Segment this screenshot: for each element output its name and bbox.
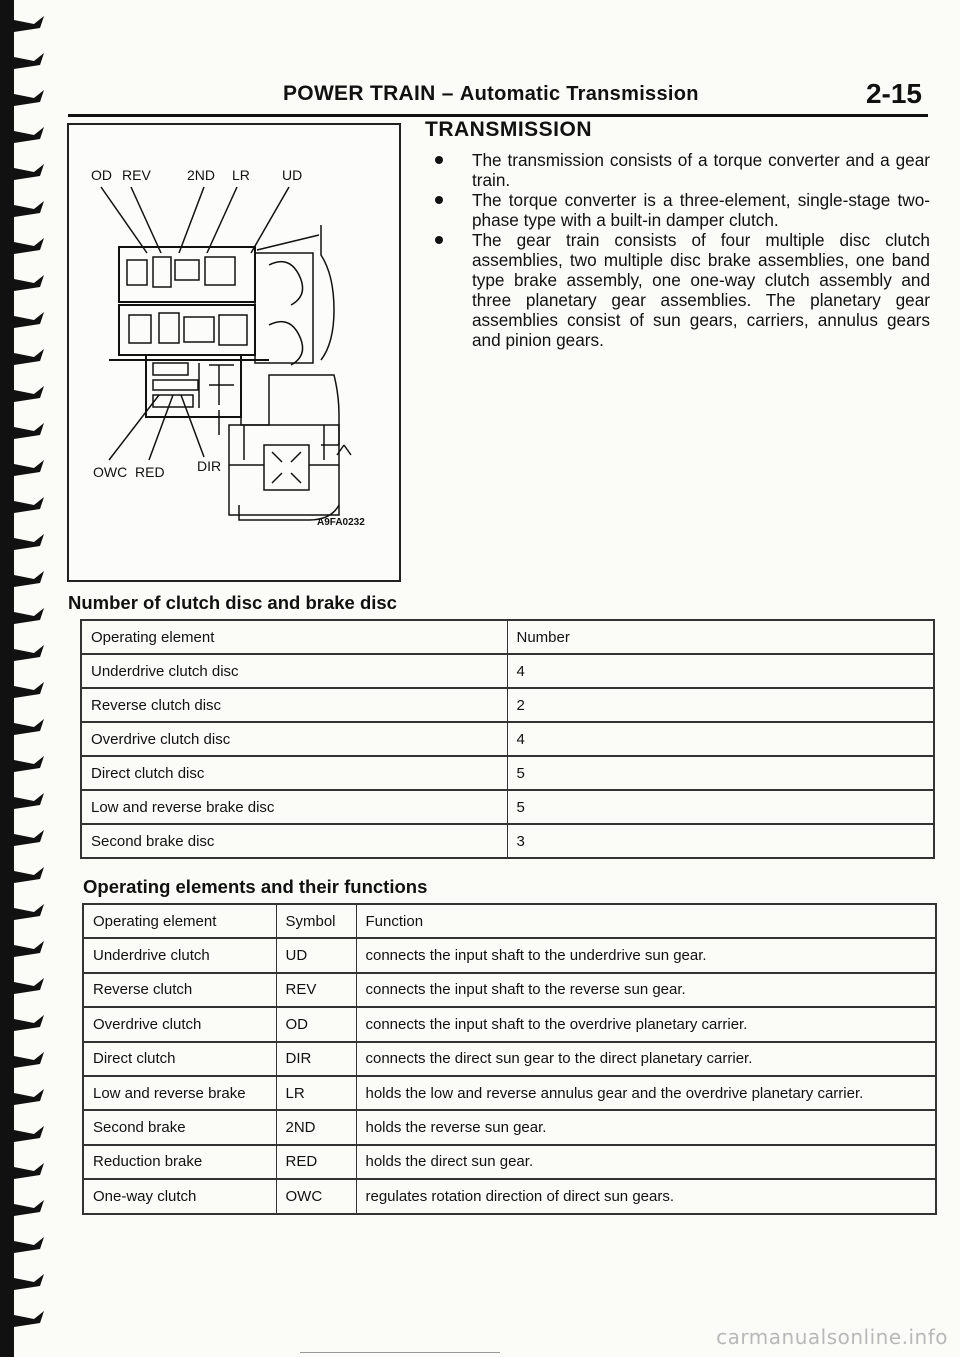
clutch-disc-table bbox=[80, 619, 935, 859]
binding-mark bbox=[14, 90, 44, 106]
table2-caption: Operating elements and their functions bbox=[83, 876, 428, 897]
table-cell: 4 bbox=[507, 722, 934, 756]
figure-code: A9FA0232 bbox=[317, 517, 365, 528]
table-row bbox=[83, 938, 936, 972]
label-2nd: 2ND bbox=[187, 167, 216, 183]
watermark: carmanualsonline.info bbox=[716, 1325, 948, 1349]
table-cell: OD bbox=[276, 1007, 356, 1041]
table-cell: holds the direct sun gear. bbox=[356, 1145, 936, 1179]
binding-mark bbox=[14, 275, 44, 291]
binding-mark bbox=[14, 793, 44, 809]
bullet-text: The torque converter is a three-element, single-stage two-phase type with a built-in damper clutch. bbox=[472, 190, 930, 230]
label-owc: OWC bbox=[93, 464, 128, 480]
table-cell: Second brake bbox=[83, 1110, 276, 1144]
binding-mark bbox=[14, 1163, 44, 1179]
table-cell: Reverse clutch disc bbox=[81, 688, 507, 722]
table1-caption: Number of clutch disc and brake disc bbox=[68, 592, 397, 613]
operating-elements-table bbox=[82, 903, 937, 1215]
label-red: RED bbox=[135, 464, 165, 480]
table-cell: Reverse clutch bbox=[83, 973, 276, 1007]
binding-mark bbox=[14, 904, 44, 920]
header-title bbox=[283, 82, 699, 106]
footer-rule bbox=[300, 1352, 500, 1353]
binding-mark bbox=[14, 164, 44, 180]
table-row bbox=[81, 688, 934, 722]
section-title: TRANSMISSION bbox=[425, 118, 593, 141]
bullet-icon bbox=[435, 156, 443, 164]
binding-mark bbox=[14, 682, 44, 698]
binding-mark bbox=[14, 460, 44, 476]
label-od: OD bbox=[91, 167, 112, 183]
table-cell: Direct clutch bbox=[83, 1042, 276, 1076]
table-header-row bbox=[83, 904, 936, 938]
table-cell: Underdrive clutch bbox=[83, 938, 276, 972]
table-header-cell: Function bbox=[356, 904, 936, 938]
table-cell: Low and reverse brake bbox=[83, 1076, 276, 1110]
header-subtitle: Automatic Transmission bbox=[459, 83, 699, 105]
header-dash: – bbox=[441, 82, 454, 105]
binding-mark bbox=[14, 497, 44, 513]
table-header-row bbox=[81, 620, 934, 654]
bullet-item bbox=[432, 230, 930, 350]
bullet-item bbox=[432, 190, 930, 230]
binding-mark bbox=[14, 1311, 44, 1327]
page-number: 2-15 bbox=[865, 78, 922, 109]
table-cell: 2 bbox=[507, 688, 934, 722]
table-cell: Direct clutch disc bbox=[81, 756, 507, 790]
table-cell: LR bbox=[276, 1076, 356, 1110]
binding-mark bbox=[14, 1126, 44, 1142]
table-cell: holds the low and reverse annulus gear and the overdrive planetary carrier. bbox=[356, 1076, 936, 1110]
binding-mark bbox=[14, 1015, 44, 1031]
table-cell: connects the input shaft to the reverse sun gear. bbox=[356, 973, 936, 1007]
table-cell: Reduction brake bbox=[83, 1145, 276, 1179]
table-header-cell: Number bbox=[507, 620, 934, 654]
table-row bbox=[83, 1179, 936, 1213]
binding-mark bbox=[14, 201, 44, 217]
table-row bbox=[81, 790, 934, 824]
table-cell: holds the reverse sun gear. bbox=[356, 1110, 936, 1144]
bullet-text: The transmission consists of a torque converter and a gear train. bbox=[472, 150, 930, 190]
table-cell: REV bbox=[276, 973, 356, 1007]
table-cell: 4 bbox=[507, 654, 934, 688]
binding-mark bbox=[14, 1052, 44, 1068]
binding-mark bbox=[14, 53, 44, 69]
bullet-icon bbox=[435, 196, 443, 204]
binding-mark bbox=[14, 867, 44, 883]
table-cell: 5 bbox=[507, 756, 934, 790]
label-lr: LR bbox=[232, 167, 250, 183]
binding-mark bbox=[14, 349, 44, 365]
binding-mark bbox=[14, 608, 44, 624]
binding-mark bbox=[14, 16, 44, 32]
binding-mark bbox=[14, 571, 44, 587]
table-row bbox=[83, 1007, 936, 1041]
binding-mark bbox=[14, 1089, 44, 1105]
transmission-diagram bbox=[67, 123, 401, 582]
table-cell: UD bbox=[276, 938, 356, 972]
table-cell: Overdrive clutch bbox=[83, 1007, 276, 1041]
table-cell: One-way clutch bbox=[83, 1179, 276, 1213]
table-cell: connects the input shaft to the underdrive sun gear. bbox=[356, 938, 936, 972]
table-cell: Overdrive clutch disc bbox=[81, 722, 507, 756]
binding-mark bbox=[14, 1200, 44, 1216]
table-cell: Second brake disc bbox=[81, 824, 507, 858]
table-cell: Low and reverse brake disc bbox=[81, 790, 507, 824]
binding-mark bbox=[14, 238, 44, 254]
table-row bbox=[81, 654, 934, 688]
bullet-list bbox=[432, 150, 930, 350]
table-header-cell: Operating element bbox=[83, 904, 276, 938]
binding-mark bbox=[14, 312, 44, 328]
transmission-schematic bbox=[69, 125, 399, 580]
table-cell: DIR bbox=[276, 1042, 356, 1076]
label-rev: REV bbox=[122, 167, 151, 183]
bullet-icon bbox=[435, 236, 443, 244]
label-ud: UD bbox=[282, 167, 303, 183]
table-row bbox=[81, 824, 934, 858]
table-header-cell: Operating element bbox=[81, 620, 507, 654]
binding-mark bbox=[14, 645, 44, 661]
binding-mark bbox=[14, 423, 44, 439]
table-cell: RED bbox=[276, 1145, 356, 1179]
binding-mark bbox=[14, 978, 44, 994]
table-row bbox=[83, 1110, 936, 1144]
table-row bbox=[83, 1042, 936, 1076]
binding-mark bbox=[14, 941, 44, 957]
table-row bbox=[81, 756, 934, 790]
binding-edge bbox=[0, 0, 60, 1357]
bullet-item bbox=[432, 150, 930, 190]
table-cell: connects the input shaft to the overdrive planetary carrier. bbox=[356, 1007, 936, 1041]
binding-mark bbox=[14, 386, 44, 402]
table-header-cell: Symbol bbox=[276, 904, 356, 938]
binding-mark bbox=[14, 127, 44, 143]
table-cell: 3 bbox=[507, 824, 934, 858]
table-row bbox=[83, 1076, 936, 1110]
binding-mark bbox=[14, 534, 44, 550]
table-cell: OWC bbox=[276, 1179, 356, 1213]
table-row bbox=[81, 722, 934, 756]
binding-mark bbox=[14, 830, 44, 846]
table-cell: regulates rotation direction of direct sun gears. bbox=[356, 1179, 936, 1213]
table-cell: 2ND bbox=[276, 1110, 356, 1144]
table-cell: Underdrive clutch disc bbox=[81, 654, 507, 688]
binding-mark bbox=[14, 719, 44, 735]
page-header bbox=[68, 78, 928, 117]
bullet-text: The gear train consists of four multiple disc clutch assemblies, two multiple disc brake assemblies, one band type brake assembly, one one-way clutch assembly and three planetary gear assemblies. The planetary gear assemblies consist of sun gears, carriers, annulus gears and pinion gears. bbox=[472, 230, 930, 350]
table-cell: 5 bbox=[507, 790, 934, 824]
binding-mark bbox=[14, 1237, 44, 1253]
table-row bbox=[83, 1145, 936, 1179]
label-dir: DIR bbox=[197, 458, 222, 474]
binding-mark bbox=[14, 1274, 44, 1290]
table-row bbox=[83, 973, 936, 1007]
header-title-main: POWER TRAIN bbox=[283, 82, 436, 105]
binding-mark bbox=[14, 756, 44, 772]
table-cell: connects the direct sun gear to the direct planetary carrier. bbox=[356, 1042, 936, 1076]
